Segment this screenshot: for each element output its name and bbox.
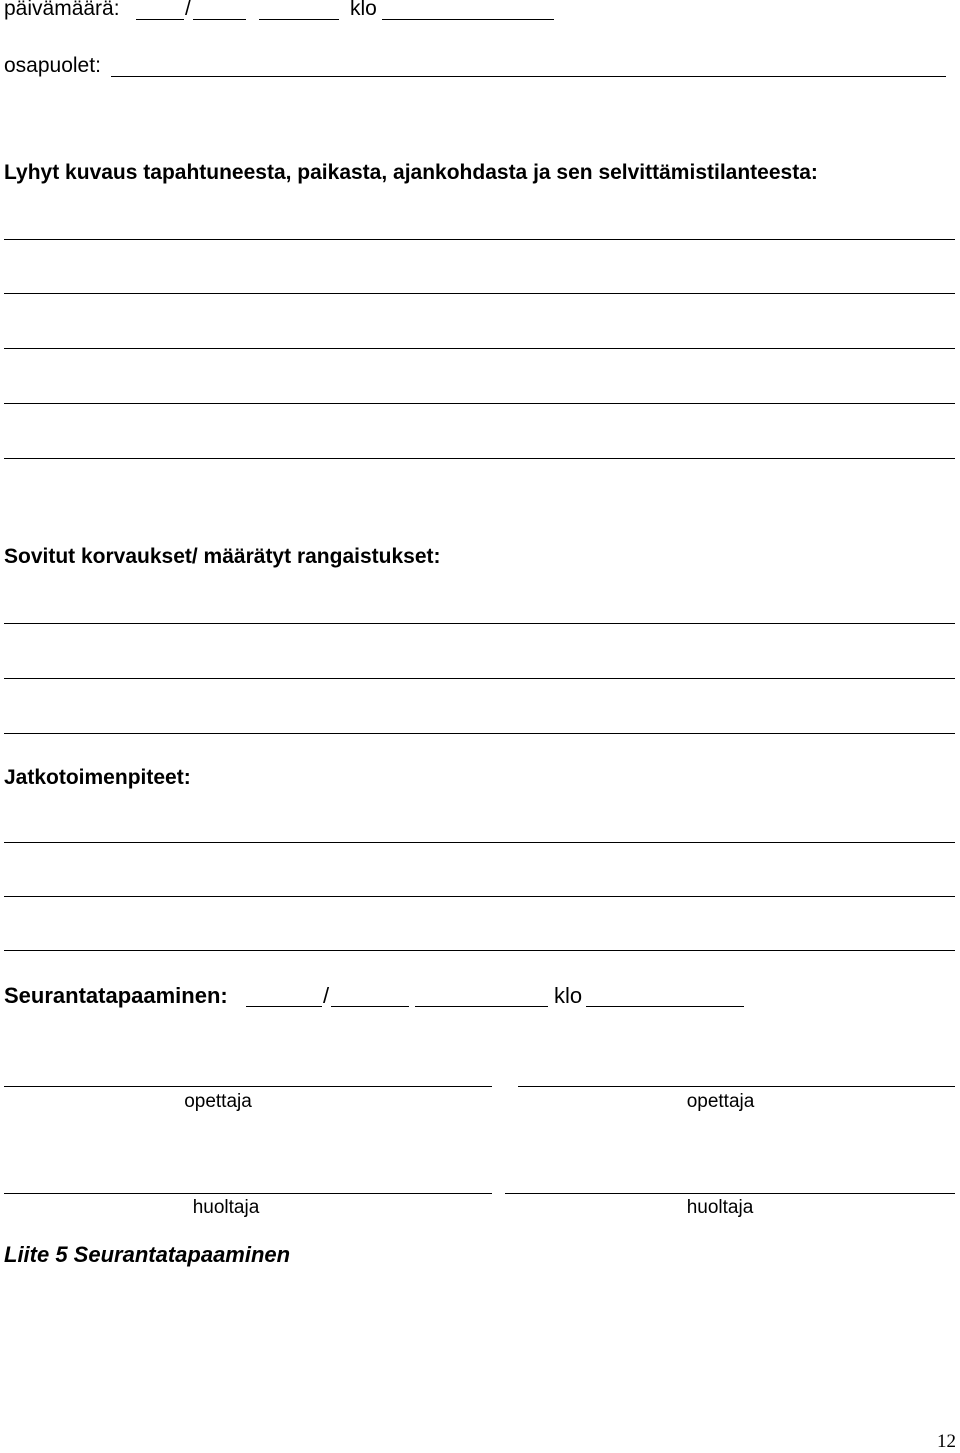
meeting-date-year-field[interactable] — [415, 1006, 548, 1007]
description-line-3[interactable] — [4, 348, 955, 349]
time-field[interactable] — [382, 19, 554, 20]
meeting-time-field[interactable] — [586, 1006, 744, 1007]
followup-line-2[interactable] — [4, 896, 955, 897]
meeting-date-day-field[interactable] — [246, 1006, 322, 1007]
parties-label: osapuolet: — [4, 54, 101, 77]
guardian-right-signature-line[interactable] — [505, 1193, 955, 1194]
date-day-field[interactable] — [136, 19, 184, 20]
date-month-field[interactable] — [193, 19, 246, 20]
teacher-right-signature-line[interactable] — [518, 1086, 955, 1087]
parties-field[interactable] — [111, 76, 946, 77]
followup-line-3[interactable] — [4, 950, 955, 951]
compensation-line-2[interactable] — [4, 678, 955, 679]
teacher-left-label: opettaja — [184, 1091, 252, 1112]
compensation-heading: Sovitut korvaukset/ määrätyt rangaistukset: — [4, 545, 441, 568]
guardian-right-label: huoltaja — [686, 1197, 754, 1218]
teacher-left-signature-line[interactable] — [4, 1086, 492, 1087]
description-heading: Lyhyt kuvaus tapahtuneesta, paikasta, ajankohdasta ja sen selvittämistilanteesta: — [4, 161, 818, 184]
date-label: päivämäärä: — [4, 0, 120, 20]
date-year-field[interactable] — [259, 19, 339, 20]
guardian-left-signature-line[interactable] — [4, 1193, 492, 1194]
meeting-date-month-field[interactable] — [331, 1006, 409, 1007]
followup-heading: Jatkotoimenpiteet: — [4, 766, 191, 789]
meeting-time-label: klo — [554, 983, 583, 1008]
appendix-title: Liite 5 Seurantatapaaminen — [4, 1242, 291, 1267]
compensation-line-3[interactable] — [4, 733, 955, 734]
meeting-date-separator: / — [323, 983, 330, 1008]
guardian-left-label: huoltaja — [192, 1197, 260, 1218]
page-number: 12 — [937, 1431, 956, 1452]
description-line-4[interactable] — [4, 403, 955, 404]
teacher-right-label: opettaja — [686, 1091, 755, 1112]
time-label: klo — [350, 0, 377, 20]
followup-meeting-label: Seurantatapaaminen: — [4, 983, 228, 1008]
description-line-2[interactable] — [4, 293, 955, 294]
description-line-5[interactable] — [4, 458, 955, 459]
date-separator: / — [185, 0, 191, 20]
compensation-line-1[interactable] — [4, 623, 955, 624]
followup-line-1[interactable] — [4, 842, 955, 843]
description-line-1[interactable] — [4, 239, 955, 240]
